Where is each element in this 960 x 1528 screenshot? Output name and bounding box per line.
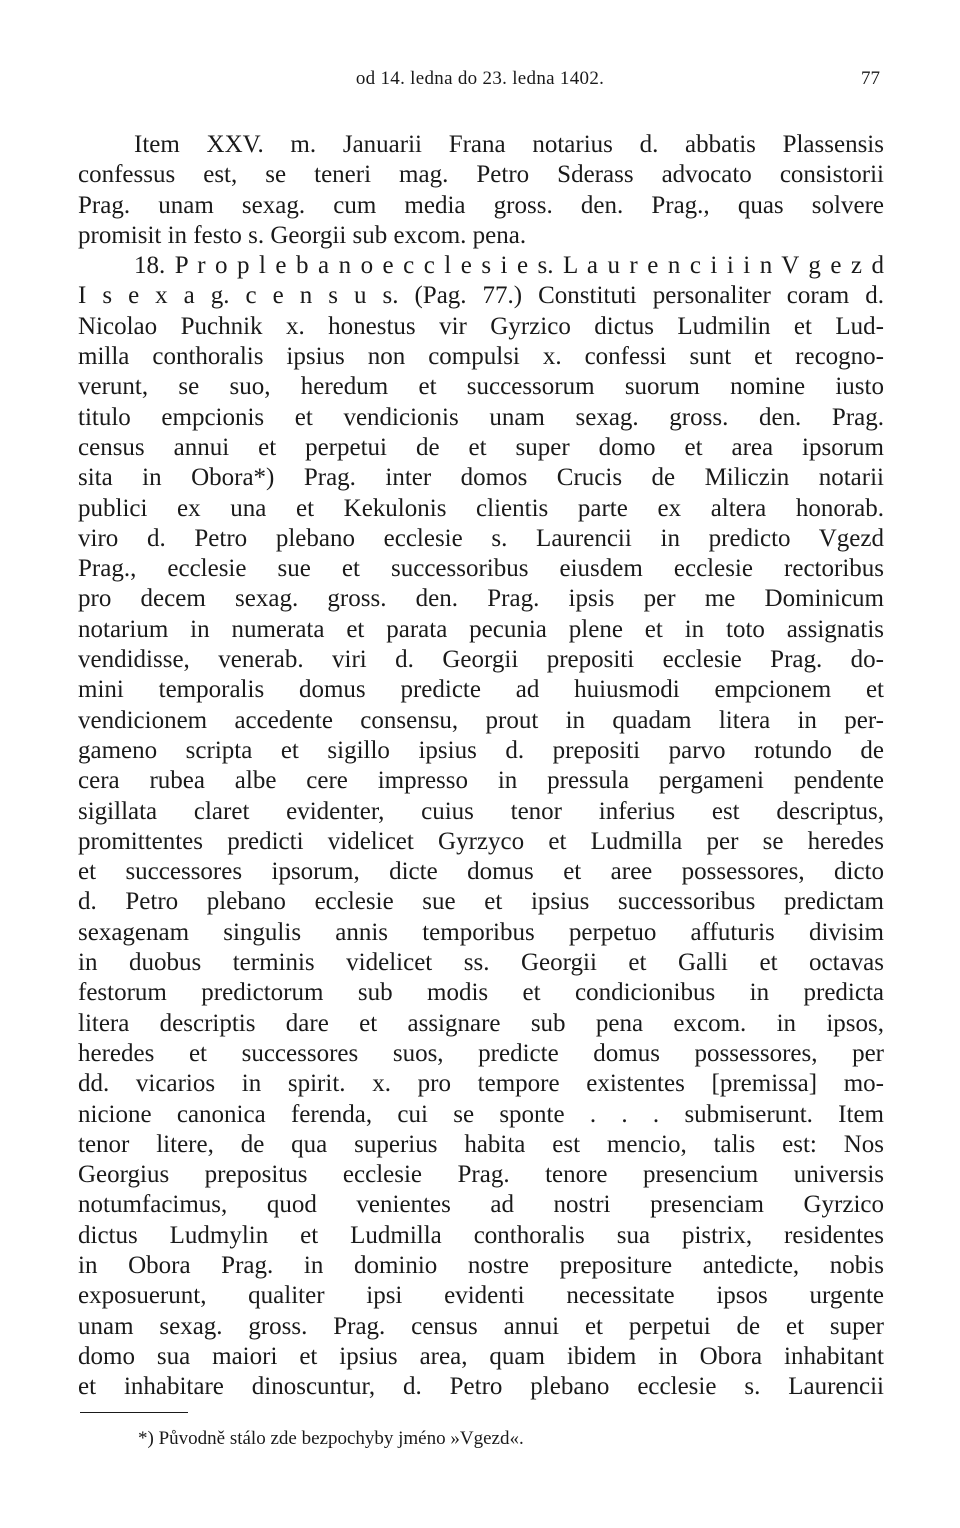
footnote: *) Původně stálo zde bezpochyby jméno »Vgezd«. — [138, 1428, 524, 1449]
text-line: in Obora Prag. in dominio nostre prepositure antedicte, nobis — [78, 1251, 884, 1279]
entry-heading-line: 18. P r o p l e b a n o e c c l e s i e s. L a u r e n c i i i n V g e z d — [134, 252, 884, 280]
text-line: vendidisse, venerab. viri d. Georgii prepositi ecclesie Prag. do- — [78, 646, 884, 674]
text-line: cera rubea albe cere impresso in pressula pergameni pendente — [78, 767, 884, 795]
text-line: Prag. unam sexag. cum media gross. den. Prag., quas solvere — [78, 191, 884, 219]
text-line: Prag., ecclesie sue et successoribus eiusdem ecclesie rectoribus — [78, 555, 884, 583]
text-line: in duobus terminis videlicet ss. Georgii et Galli et octavas — [78, 949, 884, 977]
text-line: mini temporalis domus predicte ad huiusmodi empcionem et — [78, 676, 884, 704]
text-line: nicione canonica ferenda, cui se sponte . . . submiserunt. Item — [78, 1100, 884, 1128]
page-header — [80, 68, 880, 98]
text-line: promittentes predicti videlicet Gyrzyco et Ludmilla per se heredes — [78, 827, 884, 855]
text-line: pro decem sexag. gross. den. Prag. ipsis per me Dominicum — [78, 585, 884, 613]
text-line: litera descriptis dare et assignare sub pena excom. in ipsos, — [78, 1009, 884, 1037]
text-line: dd. vicarios in spirit. x. pro tempore existentes [premissa] mo- — [78, 1070, 884, 1098]
text-line: dictus Ludmylin et Ludmilla conthoralis sua pistrix, residentes — [78, 1221, 884, 1249]
text-line: sexagenam singulis annis temporibus perpetuo affuturis divisim — [78, 918, 884, 946]
text-line: publici ex una et Kekulonis clientis parte ex altera honorab. — [78, 494, 884, 522]
text-line: milla conthoralis ipsius non compulsi x. confessi sunt et recogno- — [78, 343, 884, 371]
text-line: sigillata claret evidenter, cuius tenor inferius est descriptus, — [78, 797, 884, 825]
text-line: festorum predictorum sub modis et condicionibus in predicta — [78, 979, 884, 1007]
text-line: Item XXV. m. Januarii Frana notarius d. abbatis Plassensis — [134, 131, 884, 158]
text-line: titulo empcionis et vendicionis unam sexag. gross. den. Prag. — [78, 403, 884, 431]
entry-heading-line: I s e x a g. c e n s u s. (Pag. 77.) Constituti personaliter coram d. — [78, 282, 884, 310]
body-text — [78, 130, 884, 1402]
text-line: Nicolao Puchnik x. honestus vir Gyrzico dictus Ludmilin et Lud- — [78, 312, 884, 340]
text-line: sita in Obora*) Prag. inter domos Crucis de Miliczin notarii — [78, 464, 884, 492]
text-line: notarium in numerata et parata pecunia plene et in toto assignatis — [78, 615, 884, 643]
text-line: verunt, se suo, heredum et successorum suorum nomine iusto — [78, 373, 884, 401]
text-line: confessus est, se teneri mag. Petro Sderass advocato consistorii — [78, 161, 884, 189]
text-line: exposuerunt, qualiter ipsi evidenti necessitate ipsos urgente — [78, 1282, 884, 1310]
running-head: od 14. ledna do 23. ledna 1402. — [355, 68, 605, 89]
text-line: et successores ipsorum, dicte domus et aree possessores, dicto — [78, 858, 884, 886]
text-line: Georgius prepositus ecclesie Prag. tenore presencium universis — [78, 1161, 884, 1189]
text-line: viro d. Petro plebano ecclesie s. Laurencii in predicto Vgezd — [78, 524, 884, 552]
text-line: domo sua maiori et ipsius area, quam ibidem in Obora inhabitant — [78, 1342, 884, 1370]
text-line: et inhabitare dinoscuntur, d. Petro plebano ecclesie s. Laurencii — [78, 1373, 884, 1401]
text-line: census annui et perpetui de et super domo et area ipsorum — [78, 433, 884, 461]
text-line: vendicionem accedente consensu, prout in quadam litera in per- — [78, 706, 884, 734]
text-line: gameno scripta et sigillo ipsius d. prepositi parvo rotundo de — [78, 736, 884, 764]
footnote-rule — [80, 1412, 188, 1413]
page-number: 77 — [861, 68, 880, 89]
text-line: unam sexag. gross. Prag. census annui et perpetui de et super — [78, 1312, 884, 1340]
text-line: tenor litere, de qua superius habita est mencio, talis est: Nos — [78, 1130, 884, 1158]
text-line: promisit in festo s. Georgii sub excom. pena. — [78, 221, 527, 249]
text-line: notumfacimus, quod venientes ad nostri presenciam Gyrzico — [78, 1191, 884, 1219]
text-line: d. Petro plebano ecclesie sue et ipsius successoribus predictam — [78, 888, 884, 916]
text-line: heredes et successores suos, predicte domus possessores, per — [78, 1039, 884, 1067]
